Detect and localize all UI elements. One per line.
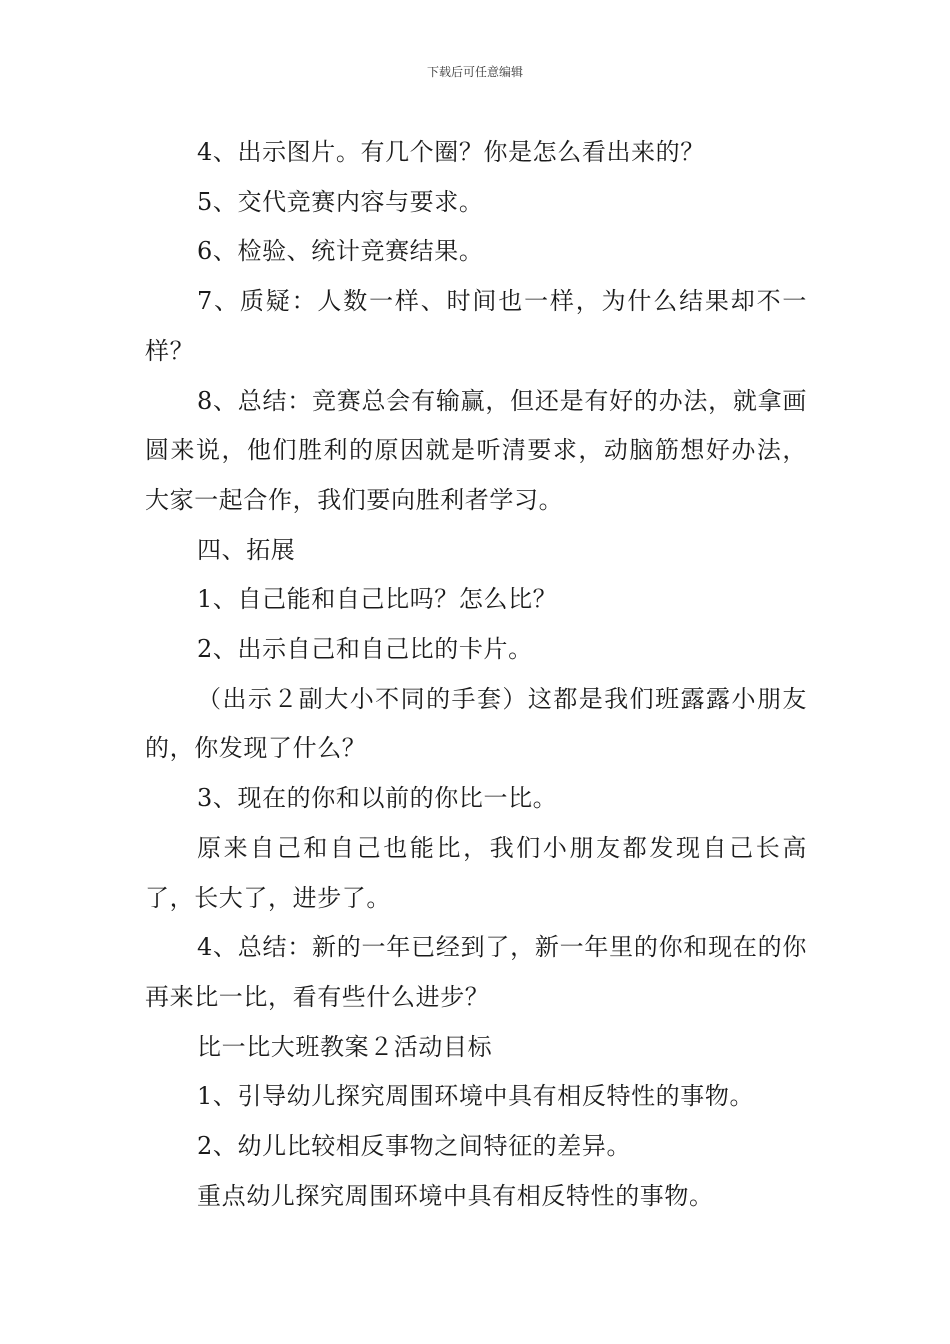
section-heading: 比一比大班教案２活动目标 xyxy=(197,1032,493,1061)
paragraph: 6、检验、统计竞赛结果。 xyxy=(197,237,484,266)
paragraph: 4、总结：新的一年已经到了，新一年里的你和现在的你再来比一比，看有些什么进步？ xyxy=(145,933,807,1011)
paragraph: 7、质疑：人数一样、时间也一样，为什么结果却不一样？ xyxy=(145,287,807,365)
paragraph: 3、现在的你和以前的你比一比。 xyxy=(197,784,558,813)
paragraph: 2、出示自己和自己比的卡片。 xyxy=(197,635,533,664)
paragraph: 4、出示图片。有几个圈？你是怎么看出来的？ xyxy=(197,138,705,166)
paragraph: （出示２副大小不同的手套）这都是我们班露露小朋友的，你发现了什么？ xyxy=(145,684,807,763)
document-body xyxy=(145,128,807,1221)
paragraph: 8、总结：竞赛总会有输赢，但还是有好的办法，就拿画圆来说，他们胜利的原因就是听清要求，动脑筋想好办法，大家一起合作，我们要向胜利者学习。 xyxy=(145,386,807,514)
paragraph: 1、引导幼儿探究周围环境中具有相反特性的事物。 xyxy=(197,1082,755,1111)
paragraph: 1、自己能和自己比吗？怎么比？ xyxy=(197,585,558,614)
paragraph: 2、幼儿比较相反事物之间特征的差异。 xyxy=(197,1132,632,1161)
paragraph: 原来自己和自己也能比，我们小朋友都发现自己长高了，长大了，进步了。 xyxy=(145,833,807,912)
paragraph: 5、交代竞赛内容与要求。 xyxy=(197,187,484,216)
page-header-note: 下载后可任意编辑 xyxy=(426,65,523,79)
paragraph: 重点幼儿探究周围环境中具有相反特性的事物。 xyxy=(197,1181,714,1210)
section-heading: 四、拓展 xyxy=(197,535,296,564)
